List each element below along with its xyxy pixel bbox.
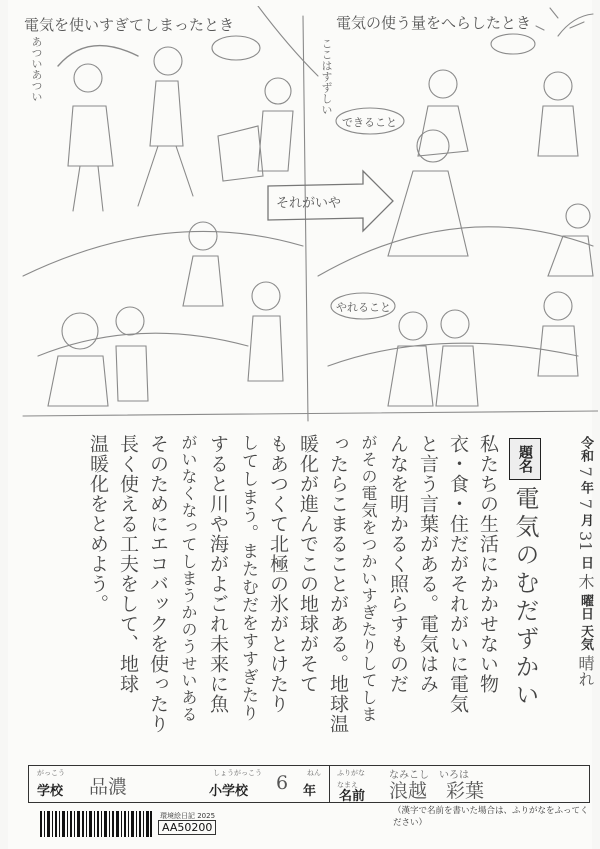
school-furigana: がっこう xyxy=(37,769,65,777)
title-label-box xyxy=(509,438,541,480)
body-column: ったらこまることがある。地球温 xyxy=(327,434,349,734)
weekday-unit: 曜日 xyxy=(578,593,593,620)
elementary-school-label: 小学校 xyxy=(209,784,249,799)
era-label: 令和 xyxy=(578,436,593,462)
diary-series-label: 環境絵日記 2025 xyxy=(160,812,216,820)
body-column: んなを明かるく照らすものだ xyxy=(387,434,409,694)
weather-label: 天気 xyxy=(578,624,593,651)
body-column: 暖化が進んでこの地球がそて xyxy=(297,434,319,694)
day-unit: 日 xyxy=(578,555,593,569)
name-row xyxy=(28,765,590,803)
arrow-label: それがいや xyxy=(276,196,342,211)
name-furigana-small: なまえ xyxy=(337,781,358,789)
year-unit: 年 xyxy=(578,481,593,495)
grade-unit: 年 xyxy=(303,784,317,799)
writing-area xyxy=(28,430,600,810)
grade-value: 6 xyxy=(276,772,289,794)
month-value: 7 xyxy=(576,498,595,509)
furigana-note: （漢字で名前を書いた場合は、ふりがなをふってください） xyxy=(393,806,589,828)
title-label: 題名 xyxy=(517,445,533,473)
name-label: 名前 xyxy=(339,789,366,804)
body-column: すると川や海がよごれ未来に魚 xyxy=(207,434,229,714)
barcode-graphic xyxy=(40,811,152,837)
body-column: がその電気をつかいすぎたりしてしま xyxy=(359,434,378,723)
school-label: 学校 xyxy=(37,784,64,799)
month-unit: 月 xyxy=(578,513,593,527)
school-name: 品濃 xyxy=(89,776,128,798)
body-column: と言う言葉がある。電気はみ xyxy=(417,434,439,694)
diary-title: 電気のむだずかい xyxy=(511,486,539,710)
body-column: 長く使える工夫をして、地球 xyxy=(117,434,139,694)
grade-furigana: ねん xyxy=(307,769,321,777)
elem-furigana: しょうがっこう xyxy=(213,769,262,777)
diary-sheet xyxy=(8,0,595,849)
body-column: もあつくて北極の氷がとけたり xyxy=(267,434,289,714)
body-column: 温暖化をとめよう。 xyxy=(87,434,109,614)
body-column: 私たちの生活にかかせない物 xyxy=(477,434,499,694)
weekday-value: 木 xyxy=(576,573,595,590)
name-divider xyxy=(329,766,330,802)
date-column xyxy=(573,436,597,687)
barcode xyxy=(40,811,152,841)
body-column: 衣・食・住だがそれがいに電気 xyxy=(447,434,469,714)
name-furigana: なみこし いろは xyxy=(389,770,469,781)
pencil-drawing xyxy=(18,6,598,426)
year-value: 7 xyxy=(576,466,595,477)
student-name: 浪越 彩葉 xyxy=(389,780,485,802)
body-column: そのためにエコバックを使ったり xyxy=(147,434,169,734)
weather-value: 晴れ xyxy=(576,655,595,688)
furigana-label: ふりがな xyxy=(337,769,365,777)
body-column: がいなくなってしまうかのうせいある xyxy=(179,434,198,723)
speech-bubble-2: やれること xyxy=(336,301,391,314)
left-panel-caption: 電気を使いすぎてしまったとき xyxy=(24,16,235,34)
right-panel-caption: 電気の使う量をへらしたとき xyxy=(336,14,532,32)
entry-code: AA50200 xyxy=(158,820,216,835)
left-vertical-caption: あついあつい xyxy=(30,36,43,102)
drawing-area xyxy=(18,6,598,426)
speech-bubble-1: できること xyxy=(342,116,397,129)
day-value: 31 xyxy=(576,531,595,552)
body-column: してしまう。またむだをすすぎたり xyxy=(238,434,258,722)
right-vertical-caption: ここはすずしい xyxy=(320,38,333,115)
